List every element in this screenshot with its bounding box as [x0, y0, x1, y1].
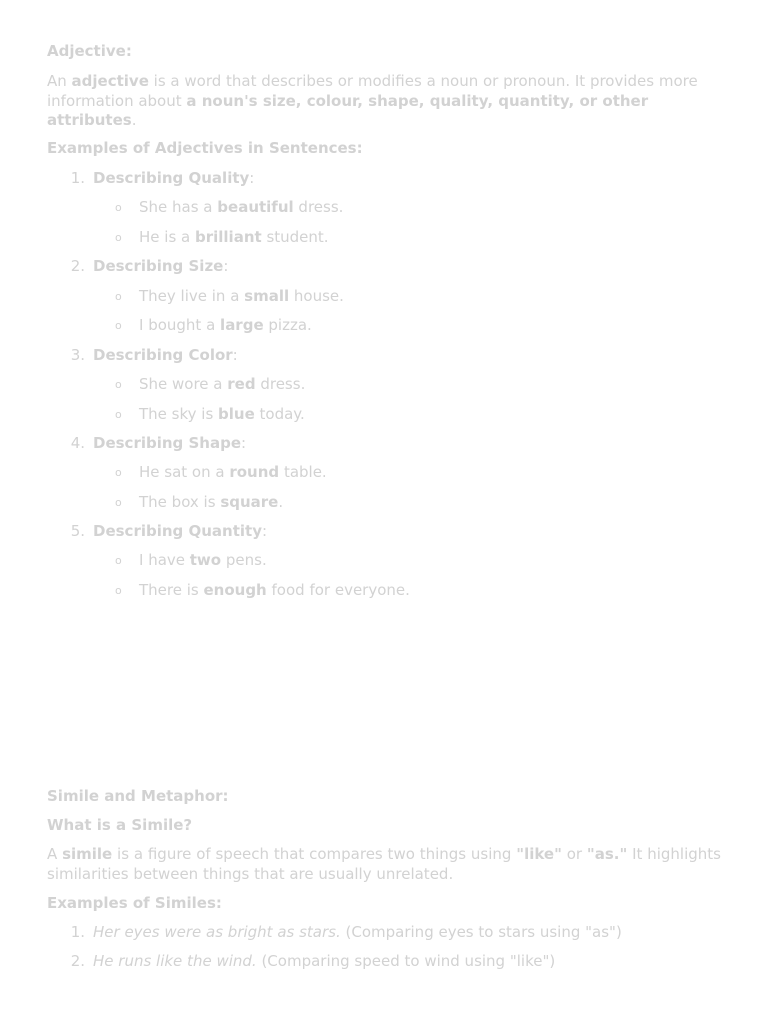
category-label: Describing Shape	[93, 434, 242, 452]
bullet-icon: o	[115, 466, 122, 479]
list-number: 1.	[70, 923, 85, 941]
simile-examples-heading: Examples of Similes:	[47, 894, 222, 912]
bullet-icon: o	[115, 290, 122, 303]
simile-subheading: What is a Simile?	[47, 816, 193, 834]
simile-example-note: (Comparing eyes to stars using "as")	[340, 923, 622, 941]
simile-metaphor-heading: Simile and Metaphor:	[47, 787, 229, 805]
term-simile: simile	[62, 845, 113, 863]
category-label: Describing Color	[93, 346, 233, 364]
simile-definition: A simile is a figure of speech that compares two things using "like" or "as." It highlights similarities between things that are usually unrelated.	[47, 845, 721, 883]
bullet-icon: o	[115, 584, 122, 597]
list-number: 2.	[70, 257, 85, 275]
category-label: Describing Quantity	[93, 522, 262, 540]
bullet-icon: o	[115, 231, 122, 244]
bullet-icon: o	[115, 319, 122, 332]
simile-example-note: (Comparing speed to wind using "like")	[256, 952, 556, 970]
document-page: Adjective: An adjective is a word that describes or modifies a noun or pronoun. It provides more information about a noun's size, colour, shape, quality, quantity, or other attributes. Examples of Adjectives in Sentences: 1. Describing Quality: o She has a beautiful dress. o He is a brilliant student. 2. Describing Size: o They live in a small house. o I bought a large pizza. 3. Describing Color: o She wore a red dress. o The sky is blue today. 4. Describing Shape: o He sat on a round table. o The box is square. 5. Describing Quantity: o I have two pens. o There is enough food for everyone. Simile and Metaphor: What is a Simile? A simile is a figure of speech that compares two things using "like" or "as." It highlights similarities between things that are usually unrelated. Examples of Similes: 1. Her eyes were as bright as stars. (Comparing eyes to stars using "as") 2. He runs like the wind. (Comparing speed to wind using "like")	[47, 42, 721, 970]
bullet-icon: o	[115, 496, 122, 509]
list-number: 2.	[70, 952, 85, 970]
adjective-heading: Adjective:	[47, 42, 132, 60]
bullet-icon: o	[115, 408, 122, 421]
list-number: 4.	[70, 434, 85, 452]
list-number: 5.	[70, 522, 85, 540]
list-number: 1.	[70, 169, 85, 187]
simile-example-text: He runs like the wind.	[93, 952, 257, 970]
bullet-icon: o	[115, 378, 122, 391]
category-label: Describing Quality	[93, 169, 250, 187]
adjective-definition: An adjective is a word that describes or modifies a noun or pronoun. It provides more information about a noun's size, colour, shape, quality, quantity, or other attributes.	[47, 72, 698, 129]
term-adjective: adjective	[71, 72, 149, 90]
attributes-phrase: a noun's size, colour, shape, quality, quantity, or other attributes	[47, 91, 649, 129]
bullet-icon: o	[115, 201, 122, 214]
list-number: 3.	[70, 346, 85, 364]
simile-example-text: Her eyes were as bright as stars.	[93, 923, 341, 941]
category-label: Describing Size	[93, 257, 224, 275]
adjective-examples-heading: Examples of Adjectives in Sentences:	[47, 139, 363, 157]
bullet-icon: o	[115, 554, 122, 567]
